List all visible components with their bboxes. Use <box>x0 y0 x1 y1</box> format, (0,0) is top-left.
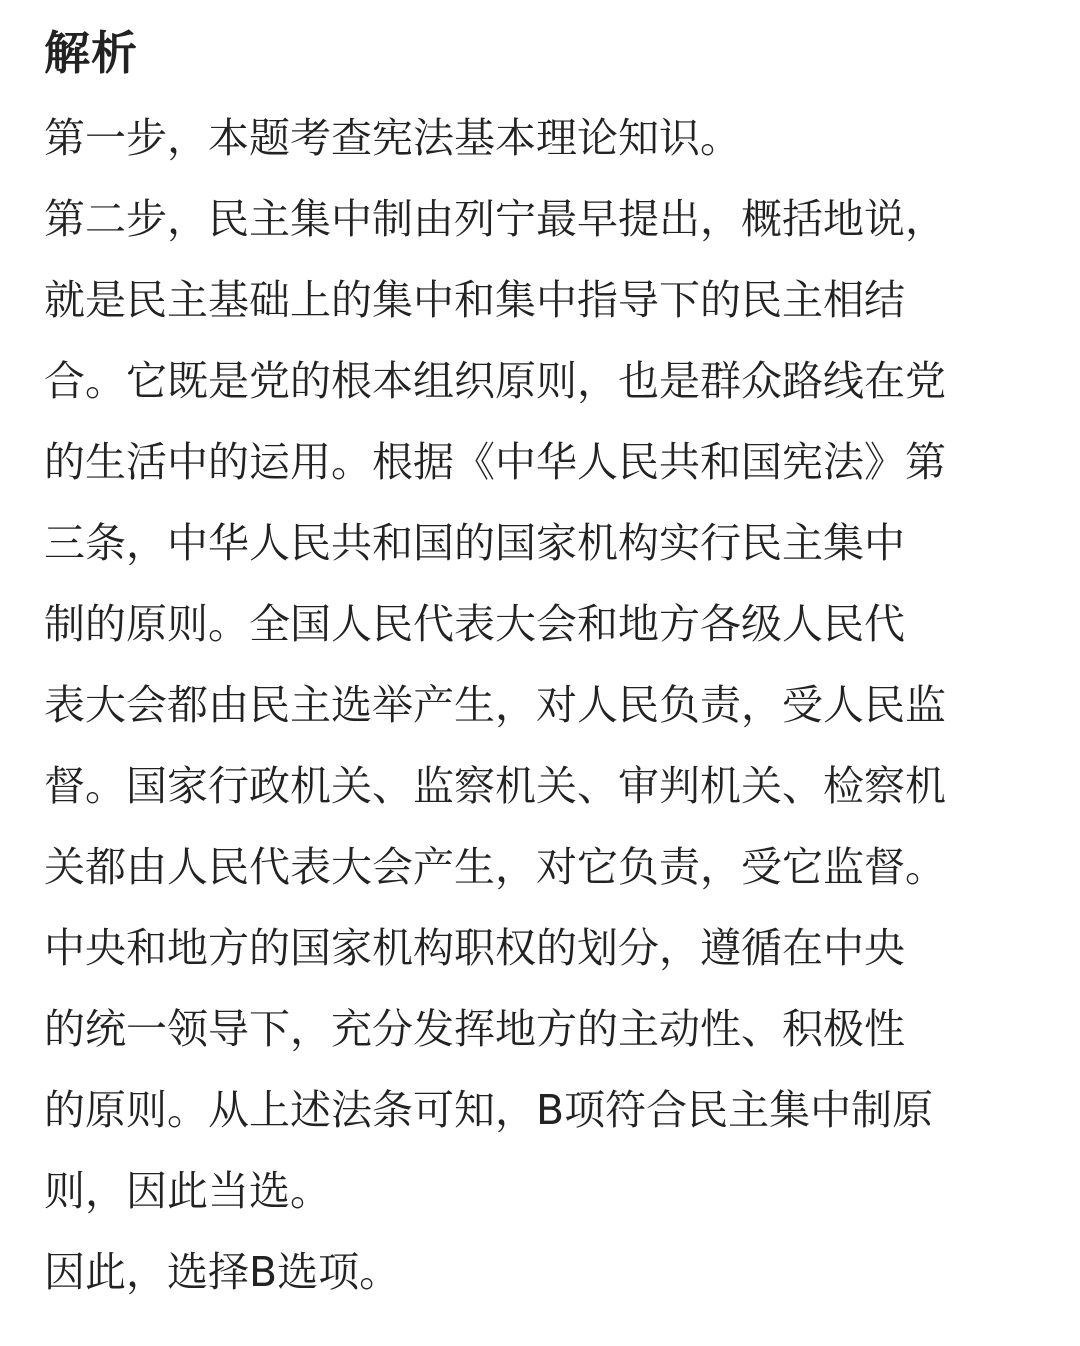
step-two-line-1: 第二步，民主集中制由列宁最早提出，概括地说， <box>44 195 946 243</box>
step-one-text <box>44 98 1040 179</box>
step-two-line-8: 督。国家行政机关、监察机关、审判机关、检察机 <box>44 762 946 810</box>
step-one-line: 第一步，本题考查宪法基本理论知识。 <box>44 114 741 162</box>
step-two-line-3: 合。它既是党的根本组织原则，也是群众路线在党 <box>44 357 946 405</box>
step-two-text <box>44 179 1040 1232</box>
step-two-line-7: 表大会都由民主选举产生，对人民负责，受人民监 <box>44 681 946 729</box>
step-two-line-11: 的统一领导下，充分发挥地方的主动性、积极性 <box>44 1005 905 1053</box>
step-two-line-10: 中央和地方的国家机构职权的划分，遵循在中央 <box>44 924 905 972</box>
step-two-line-4: 的生活中的运用。根据《中华人民共和国宪法》第 <box>44 438 946 486</box>
step-two-line-12: 的原则。从上述法条可知，B项符合民主集中制原 <box>44 1086 934 1134</box>
conclusion-line: 因此，选择B选项。 <box>44 1248 401 1296</box>
step-two-line-6: 制的原则。全国人民代表大会和地方各级人民代 <box>44 600 905 648</box>
step-two-line-2: 就是民主基础上的集中和集中指导下的民主相结 <box>44 276 905 324</box>
step-two-line-13: 则，因此当选。 <box>44 1167 331 1215</box>
step-two-line-9: 关都由人民代表大会产生，对它负责，受它监督。 <box>44 843 946 891</box>
conclusion-text <box>44 1232 1040 1313</box>
step-two-line-5: 三条，中华人民共和国的国家机构实行民主集中 <box>44 519 905 567</box>
analysis-heading: 解析 <box>44 26 138 80</box>
